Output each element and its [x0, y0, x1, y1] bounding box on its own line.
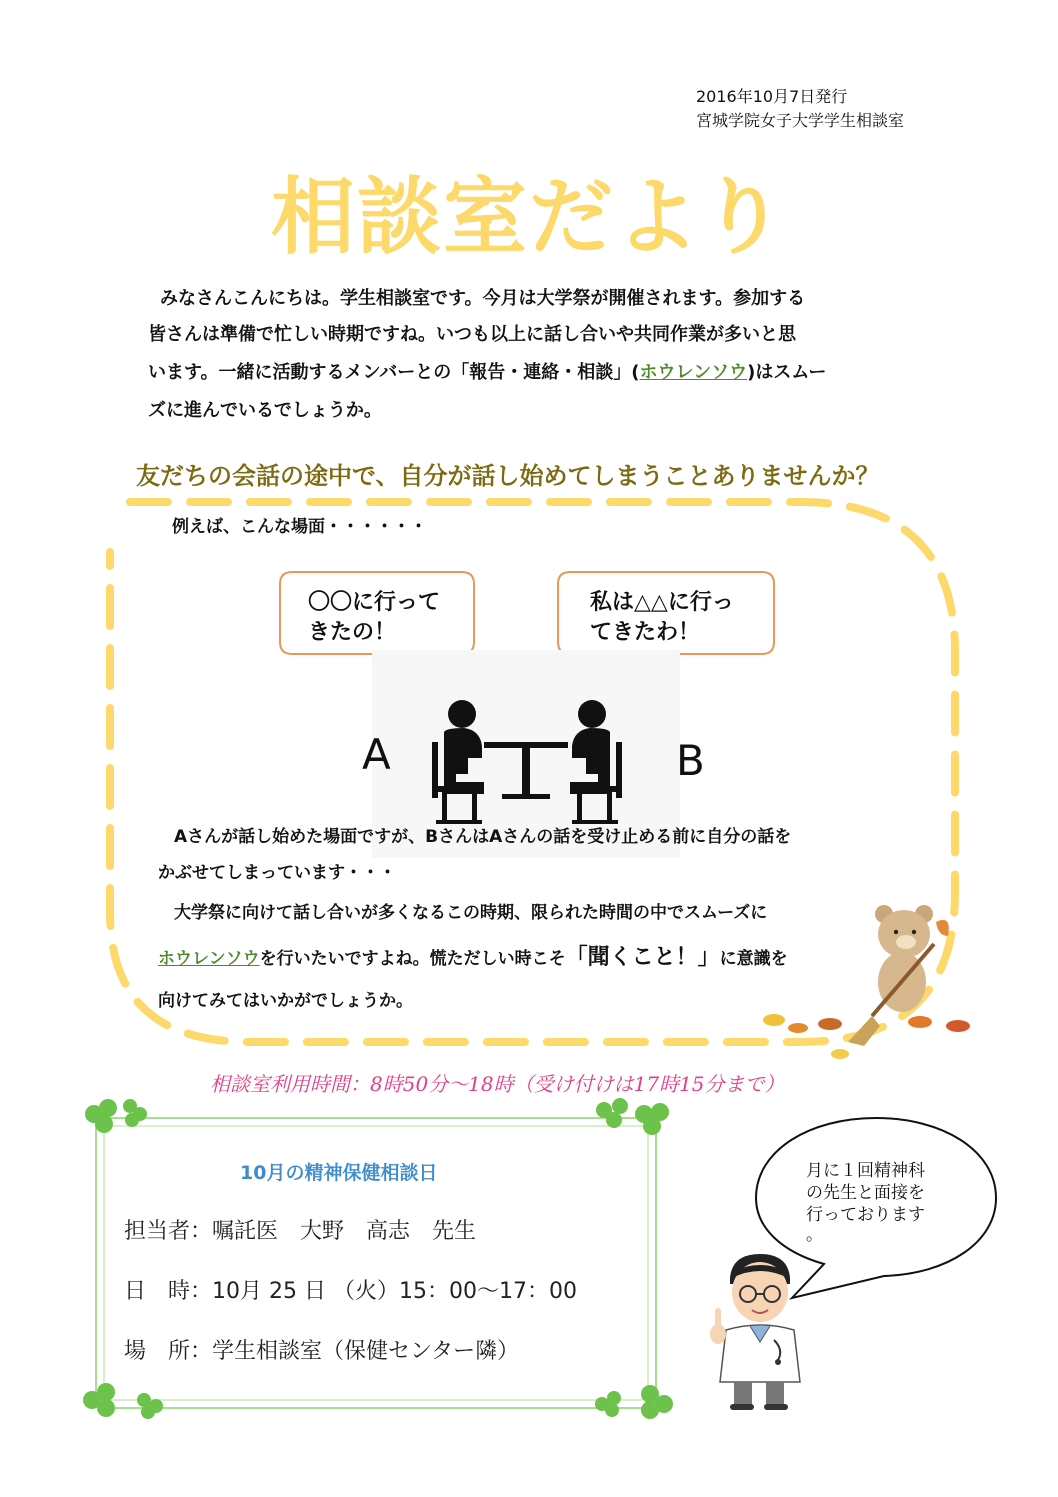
bubble-b-line-2: てきたわ！	[590, 620, 701, 645]
explanation-line-1: Aさんが話し始めた場面ですが、BさんはAさんの話を受け止める前に自分の話を	[174, 827, 792, 847]
consultation-person: 担当者：嘱託医 大野 高志 先生	[124, 1219, 477, 1244]
example-label: 例えば、こんな場面・・・・・・	[172, 517, 427, 537]
bear-sweeping-illustration	[752, 892, 992, 1068]
explanation-line-4-mid: を行いたいですよね。慌ただしい時こそ	[259, 949, 566, 969]
issuing-organization: 宮城学院女子大学学生相談室	[696, 111, 905, 130]
person-a-label: A	[362, 730, 391, 779]
bubble-b-line-1: 私は△△に行っ	[590, 590, 734, 615]
doctor-bubble-line-4: 。	[806, 1225, 823, 1245]
intro-line-4: ズに進んでいるでしょうか。	[148, 400, 382, 421]
explanation-line-4	[158, 940, 788, 971]
newsletter-title: 相談室だより	[270, 168, 787, 266]
question-heading: 友だちの会話の途中で、自分が話し始めてしまうことありませんか？	[136, 462, 880, 490]
office-hours: 相談室利用時間：8時50分～18時（受け付けは17時15分まで）	[210, 1072, 785, 1096]
clover-frame	[74, 1094, 678, 1426]
doctor-illustration	[704, 1250, 814, 1412]
person-b-label: B	[676, 736, 705, 785]
doctor-bubble-line-1: 月に１回精神科	[806, 1161, 925, 1181]
bubble-a-text	[308, 588, 440, 648]
issue-date: 2016年10月7日発行	[696, 87, 848, 106]
explanation-line-4-end: に意識を	[719, 949, 788, 969]
explanation-line-3: 大学祭に向けて話し合いが多くなるこの時期、限られた時間の中でスムーズに	[174, 903, 768, 923]
intro-line-3-start: います。一緒に活動するメンバーとの「報告・連絡・相談」(	[148, 362, 640, 383]
consultation-place: 場 所：学生相談室（保健センター隣）	[124, 1339, 520, 1364]
doctor-bubble-line-3: 行っております	[806, 1205, 925, 1225]
bubble-a-line-2: きたの！	[308, 620, 397, 645]
explanation-line-5: 向けてみてはいかがでしょうか。	[158, 991, 413, 1011]
bubble-b-text	[590, 588, 734, 648]
doctor-bubble-line-2: の先生と面接を	[806, 1183, 925, 1203]
consultation-datetime: 日 時：10月 25 日 （火）15：00～17：00	[124, 1279, 577, 1304]
horenso-link-2[interactable]: ホウレンソウ	[158, 949, 260, 969]
intro-line-3	[148, 358, 826, 384]
listen-emphasis: 「聞くこと！」	[565, 945, 720, 970]
explanation-line-2: かぶせてしまっています・・・	[158, 863, 396, 883]
bubble-a-line-1: 〇〇に行って	[308, 590, 441, 615]
consultation-title: 10月の精神保健相談日	[240, 1162, 438, 1184]
intro-line-3-end: )はスムー	[747, 362, 827, 383]
intro-line-1: みなさんこんにちは。学生相談室です。今月は大学祭が開催されます。参加する	[160, 288, 806, 309]
horenso-link[interactable]: ホウレンソウ	[639, 362, 748, 383]
intro-line-2: 皆さんは準備で忙しい時期ですね。いつも以上に話し合いや共同作業が多いと思	[148, 324, 796, 345]
